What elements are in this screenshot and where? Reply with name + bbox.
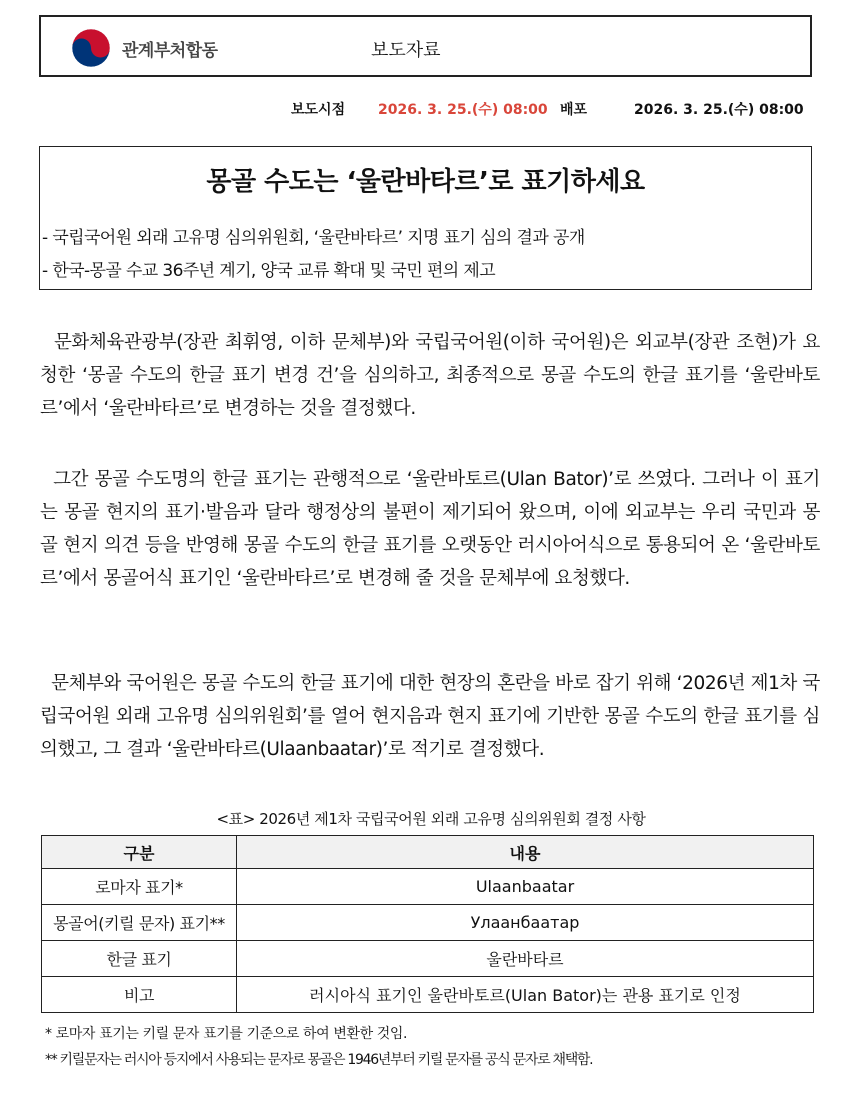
table-cell-content: 러시아식 표기인 울란바토르(Ulan Bator)는 관용 표기로 인정 <box>237 977 814 1013</box>
table-cell-content: 울란바타르 <box>237 941 814 977</box>
table-row <box>42 977 814 1013</box>
embargo-value: 2026. 3. 25.(수) 08:00 <box>378 102 548 118</box>
table-row <box>42 905 814 941</box>
summary-bullet: - 한국-몽골 수교 36주년 계기, 양국 교류 확대 및 국민 편의 제고 <box>42 261 496 281</box>
footnote: ** 키릴문자는 러시아 등지에서 사용되는 문자로 몽골은 1946년부터 키릴 문자를 공식 문자로 채택함. <box>45 1052 593 1068</box>
table-cell-category: 한글 표기 <box>42 941 237 977</box>
table-cell-category: 로마자 표기* <box>42 869 237 905</box>
doc-type-label: 보도자료 <box>371 40 441 61</box>
table-cell-category: 몽골어(키릴 문자) 표기** <box>42 905 237 941</box>
decision-table <box>41 835 814 1013</box>
table-cell-content: Улаанбаатар <box>237 905 814 941</box>
table-row <box>42 941 814 977</box>
embargo-label: 보도시점 <box>291 102 346 118</box>
distribution-value: 2026. 3. 25.(수) 08:00 <box>634 102 804 118</box>
title-box <box>39 146 812 290</box>
press-title: 몽골 수도는 ‘울란바타르’로 표기하세요 <box>206 167 645 197</box>
header-box <box>39 15 812 77</box>
table-cell-category: 비고 <box>42 977 237 1013</box>
table-header-content: 내용 <box>237 836 814 869</box>
table-row <box>42 869 814 905</box>
table-header-row <box>42 836 814 869</box>
body-paragraph: 문화체육관광부(장관 최휘영, 이하 문체부)와 국립국어원(이하 국어원)은 외교부(장관 조현)가 요청한 ‘몽골 수도의 한글 표기 변경 건’을 심의하고, 최종적으로 몽골 수도의 한글 표기를 ‘울란바토르’에서 ‘울란바타르’로 변경하는 것을 결정했다. <box>40 332 820 419</box>
summary-bullet: - 국립국어원 외래 고유명 심의위원회, ‘울란바타르’ 지명 표기 심의 결과 공개 <box>42 228 585 248</box>
footnote: * 로마자 표기는 키릴 문자 표기를 기준으로 하여 변환한 것임. <box>45 1026 408 1042</box>
body-paragraph: 그간 몽골 수도명의 한글 표기는 관행적으로 ‘울란바토르(Ulan Bator)’로 쓰였다. 그러나 이 표기는 몽골 현지의 표기·발음과 달라 행정상의 불편이 제기되어 왔으며, 이에 외교부는 우리 국민과 몽골 현지 의견 등을 반영해 몽골 수도의 한글 표기를 오랫동안 러시아어식으로 통용되어 온 ‘울란바토르’에서 몽골어식 표기인 ‘울란바타르’로 변경해 줄 것을 문체부에 요청했다. <box>40 469 821 589</box>
government-logo-icon <box>71 28 111 68</box>
body-paragraph: 문체부와 국어원은 몽골 수도의 한글 표기에 대한 현장의 혼란을 바로 잡기 위해 ‘2026년 제1차 국립국어원 외래 고유명 심의위원회’를 열어 현지음과 현지 표기에 기반한 몽골 수도의 한글 표기를 심의했고, 그 결과 ‘울란바타르(Ulaanbaatar)’로 적기로 결정했다. <box>40 673 820 760</box>
table-cell-content: Ulaanbaatar <box>237 869 814 905</box>
release-dates <box>0 97 862 119</box>
distribution-label: 배포 <box>560 102 588 118</box>
org-name: 관계부처합동 <box>122 41 218 61</box>
table-header-category: 구분 <box>42 836 237 869</box>
table-caption: <표> 2026년 제1차 국립국어원 외래 고유명 심의위원회 결정 사항 <box>216 810 646 828</box>
